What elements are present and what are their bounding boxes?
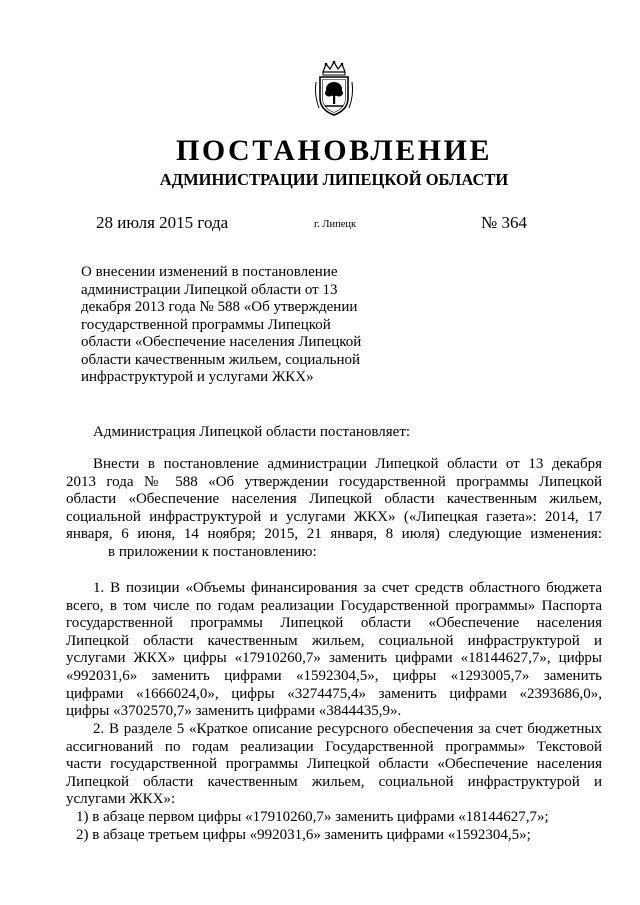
paragraph-line: 2013 года № 588 «Об утверждении государственной программы Липецкой bbox=[66, 473, 602, 490]
paragraph-line: «992031,6» заменить цифрами «1592304,5», цифры «1293005,7» заменить bbox=[66, 667, 602, 684]
preamble: Администрация Липецкой области постановляет: bbox=[93, 424, 411, 440]
subject-line: администрации Липецкой области от 13 bbox=[81, 281, 338, 298]
document-city: г. Липецк bbox=[314, 219, 357, 230]
subitem-line: 2) в абзаце третьем цифры «992031,6» заменить цифрами «1592304,5»; bbox=[76, 826, 531, 843]
subject-line: государственной программы Липецкой bbox=[81, 316, 331, 333]
paragraph-line: услугами ЖКХ»: bbox=[66, 791, 176, 808]
paragraph-line: Внести в постановление администрации Липецкой области от 13 декабря bbox=[93, 456, 602, 472]
paragraph-line: услугами ЖКХ» цифры «17910260,7» заменить цифрами «18144627,7», цифры bbox=[66, 650, 602, 667]
subitem-line: 1) в абзаце первом цифры «17910260,7» заменить цифрами «18144627,7»; bbox=[76, 808, 549, 825]
paragraph-line: Липецкой области качественным жильем, социальной инфраструктурой и bbox=[66, 632, 602, 649]
subject-line: О внесении изменений в постановление bbox=[81, 264, 338, 280]
paragraph-line: цифрами «1666024,0», цифры «3274475,4» заменить цифрами «2393686,0», bbox=[66, 685, 602, 702]
document-type-title: ПОСТАНОВЛЕНИЕ bbox=[176, 134, 492, 167]
subject-line: области качественным жильем, социальной bbox=[81, 351, 361, 368]
item-2-paragraph bbox=[66, 721, 602, 844]
paragraph-line: 2. В разделе 5 «Краткое описание ресурсного обеспечения за счет бюджетных bbox=[93, 721, 602, 737]
item-1-paragraph bbox=[66, 580, 602, 721]
intro-paragraph bbox=[66, 456, 602, 562]
paragraph-line: государственной программы Липецкой области «Обеспечение населения bbox=[66, 615, 602, 632]
subject-line: инфраструктурой и услугами ЖКХ» bbox=[81, 369, 314, 385]
paragraph-line: 1. В позиции «Объемы финансирования за счет средств областного бюджета bbox=[93, 580, 602, 596]
paragraph-line: части государственной программы Липецкой области «Обеспечение населения bbox=[66, 756, 602, 773]
document-number: № 364 bbox=[481, 213, 527, 232]
paragraph-line: области «Обеспечение населения Липецкой области качественным жильем, bbox=[66, 491, 602, 508]
paragraph-line: ассигнований по годам реализации Государственной программы» Текстовой bbox=[66, 738, 602, 755]
paragraph-line: социальной инфраструктурой и услугами ЖКХ» («Липецкая газета»: 2014, 17 bbox=[66, 508, 602, 525]
subject-line: области «Обеспечение населения Липецкой bbox=[81, 334, 362, 350]
paragraph-line: в приложении к постановлению: bbox=[108, 543, 317, 560]
coat-of-arms-icon bbox=[313, 60, 355, 118]
paragraph-line: цифры «3702570,7» заменить цифрами «3844435,9». bbox=[66, 703, 402, 720]
issuer-title: АДМИНИСТРАЦИИ ЛИПЕЦКОЙ ОБЛАСТИ bbox=[159, 170, 509, 189]
document-date: 28 июля 2015 года bbox=[96, 213, 229, 232]
paragraph-line: января, 6 июня, 14 ноября; 2015, 21 января, 8 июля) следующие изменения: bbox=[66, 526, 602, 543]
paragraph-line: Липецкой области качественным жильем, социальной инфраструктурой и bbox=[66, 773, 602, 790]
paragraph-line: всего, в том числе по годам реализации Государственной программы» Паспорта bbox=[66, 597, 602, 614]
subject-line: декабря 2013 года № 588 «Об утверждении bbox=[81, 299, 358, 315]
subject-block bbox=[81, 264, 381, 387]
